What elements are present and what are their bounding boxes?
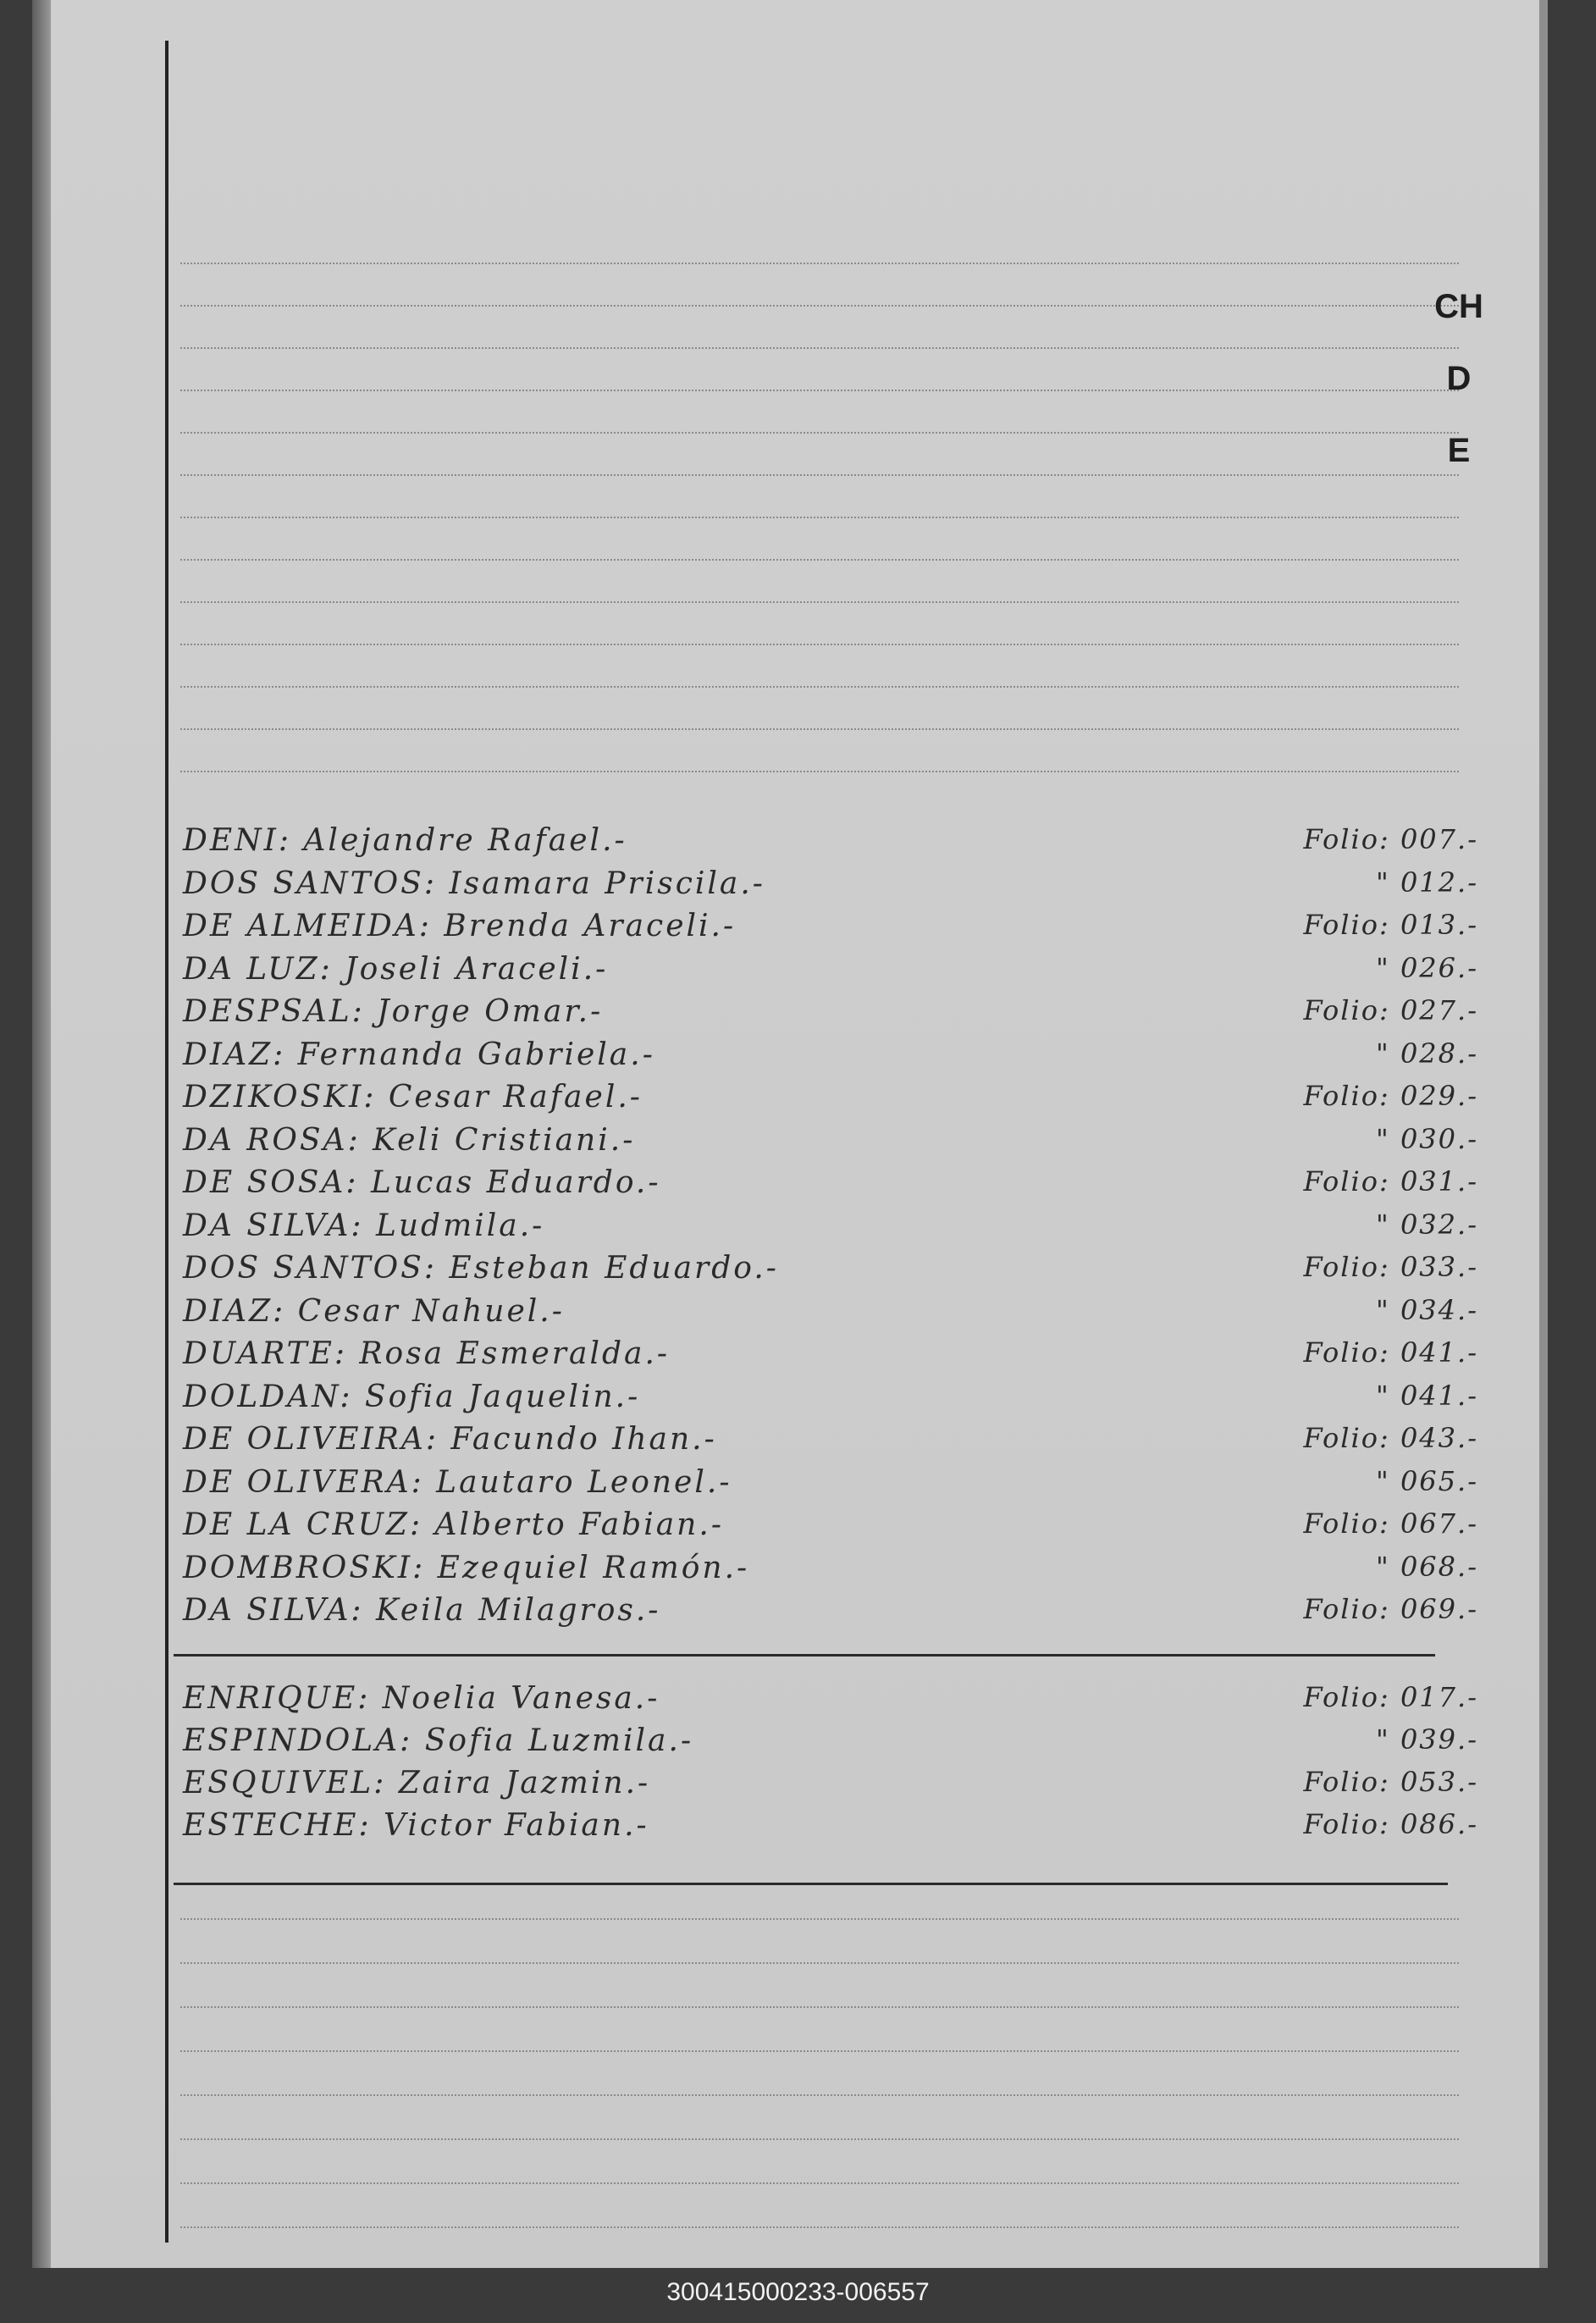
ledger-entry xyxy=(183,866,1478,907)
dotted-rule-line xyxy=(180,2138,1459,2140)
entry-name: DA LUZ: Joseli Araceli.- xyxy=(183,951,609,987)
index-letter-e: E xyxy=(1447,432,1471,469)
dotted-rule-line xyxy=(180,432,1459,434)
entry-name: DOS SANTOS: Esteban Eduardo.- xyxy=(183,1251,779,1286)
dotted-rule-line xyxy=(180,390,1459,391)
entry-name: DIAZ: Cesar Nahuel.- xyxy=(183,1293,565,1329)
dotted-rule-line xyxy=(180,2094,1459,2096)
page-binding xyxy=(32,0,51,2268)
ledger-entry xyxy=(183,1336,1478,1377)
ledger-entry xyxy=(183,1507,1478,1548)
entry-folio: " 012.- xyxy=(1376,866,1478,899)
entry-folio: " 030.- xyxy=(1376,1122,1478,1155)
entry-folio: Folio: 007.- xyxy=(1303,823,1478,855)
entry-folio: Folio: 031.- xyxy=(1303,1165,1478,1197)
entry-name: ESPINDOLA: Sofia Luzmila.- xyxy=(183,1723,694,1758)
dotted-rule-line xyxy=(180,771,1459,772)
entry-folio: Folio: 017.- xyxy=(1303,1681,1478,1713)
entry-folio: " 041.- xyxy=(1376,1379,1478,1412)
ledger-entry xyxy=(183,823,1478,864)
dotted-rule-line xyxy=(180,305,1459,307)
entry-name: DUARTE: Rosa Esmeralda.- xyxy=(183,1336,671,1371)
entry-name: DOMBROSKI: Ezequiel Ramón.- xyxy=(183,1550,750,1585)
dotted-rule-line xyxy=(180,2226,1459,2228)
entry-folio: Folio: 043.- xyxy=(1303,1422,1478,1454)
entry-name: ESQUIVEL: Zaira Jazmin.- xyxy=(183,1766,651,1800)
entry-name: DA SILVA: Ludmila.- xyxy=(183,1208,545,1243)
entry-folio: " 034.- xyxy=(1376,1293,1478,1326)
ledger-entry xyxy=(183,1165,1478,1206)
entry-folio: Folio: 029.- xyxy=(1303,1080,1478,1112)
entry-name: DOLDAN: Sofia Jaquelin.- xyxy=(183,1379,641,1414)
entry-folio: " 028.- xyxy=(1376,1037,1478,1070)
ledger-entry xyxy=(183,1037,1478,1078)
entry-name: DE OLIVERA: Lautaro Leonel.- xyxy=(183,1464,732,1500)
ledger-entry xyxy=(183,1723,1478,1764)
entry-name: DOS SANTOS: Isamara Priscila.- xyxy=(183,866,765,901)
ledger-entry xyxy=(183,1681,1478,1722)
ledger-entry xyxy=(183,1422,1478,1463)
index-letter-ch: CH xyxy=(1434,288,1483,325)
ledger-entry xyxy=(183,1551,1478,1591)
dotted-rule-line xyxy=(180,728,1459,730)
ledger-entry xyxy=(183,994,1478,1035)
entry-folio: Folio: 067.- xyxy=(1303,1507,1478,1540)
ledger-entry xyxy=(183,1808,1478,1849)
entry-folio: Folio: 069.- xyxy=(1303,1593,1478,1625)
entry-folio: Folio: 027.- xyxy=(1303,994,1478,1026)
dotted-rule-line xyxy=(180,559,1459,561)
ledger-entry xyxy=(183,1209,1478,1249)
dotted-rule-line xyxy=(180,1962,1459,1964)
entry-name: DE LA CRUZ: Alberto Fabian.- xyxy=(183,1507,724,1542)
entry-name: DENI: Alejandre Rafael.- xyxy=(183,823,627,858)
ledger-entry xyxy=(183,1251,1478,1291)
dotted-rule-line xyxy=(180,1918,1459,1920)
entry-name: ENRIQUE: Noelia Vanesa.- xyxy=(183,1681,660,1716)
dotted-rule-line xyxy=(180,644,1459,645)
entry-folio: Folio: 033.- xyxy=(1303,1251,1478,1283)
ledger-entry xyxy=(183,1123,1478,1164)
entry-folio: " 032.- xyxy=(1376,1208,1478,1241)
entry-name: DZIKOSKI: Cesar Rafael.- xyxy=(183,1080,643,1114)
entry-folio: Folio: 086.- xyxy=(1303,1808,1478,1840)
entry-folio: Folio: 041.- xyxy=(1303,1336,1478,1369)
entry-folio: Folio: 013.- xyxy=(1303,909,1478,941)
entry-name: DE ALMEIDA: Brenda Araceli.- xyxy=(183,909,737,943)
dotted-rule-line xyxy=(180,2006,1459,2008)
entry-name: ESTECHE: Victor Fabian.- xyxy=(183,1808,649,1843)
entry-name: DE OLIVEIRA: Facundo Ihan.- xyxy=(183,1422,717,1457)
ledger-entry xyxy=(183,1593,1478,1634)
ledger-entry xyxy=(183,1766,1478,1806)
dotted-rule-line xyxy=(180,686,1459,688)
section-divider xyxy=(174,1654,1435,1657)
dotted-rule-line xyxy=(180,2050,1459,2052)
ledger-entry xyxy=(183,1294,1478,1335)
dotted-rule-line xyxy=(180,517,1459,518)
entry-folio: Folio: 053.- xyxy=(1303,1766,1478,1798)
dotted-rule-line xyxy=(180,347,1459,349)
entry-folio: " 026.- xyxy=(1376,951,1478,984)
entry-name: DA ROSA: Keli Cristiani.- xyxy=(183,1122,636,1158)
entry-name: DE SOSA: Lucas Eduardo.- xyxy=(183,1165,661,1200)
ledger-entry xyxy=(183,1465,1478,1506)
section-end-rule xyxy=(174,1883,1448,1885)
entry-folio: " 039.- xyxy=(1376,1723,1478,1756)
entry-folio: " 068.- xyxy=(1376,1550,1478,1583)
ledger-entry xyxy=(183,1380,1478,1420)
ledger-page xyxy=(32,0,1548,2268)
entry-name: DA SILVA: Keila Milagros.- xyxy=(183,1593,661,1628)
dotted-rule-line xyxy=(180,474,1459,476)
ledger-entry xyxy=(183,909,1478,949)
dotted-rule-line xyxy=(180,263,1459,264)
entry-name: DIAZ: Fernanda Gabriela.- xyxy=(183,1037,655,1072)
index-letter-d: D xyxy=(1446,360,1472,397)
dotted-rule-line xyxy=(180,2182,1459,2184)
dotted-rule-line xyxy=(180,601,1459,603)
ledger-entry xyxy=(183,952,1478,993)
entry-folio: " 065.- xyxy=(1376,1464,1478,1497)
entry-name: DESPSAL: Jorge Omar.- xyxy=(183,994,604,1029)
document-id: 300415000233-006557 xyxy=(666,2278,930,2306)
ledger-entry xyxy=(183,1080,1478,1120)
margin-line xyxy=(165,41,168,2243)
